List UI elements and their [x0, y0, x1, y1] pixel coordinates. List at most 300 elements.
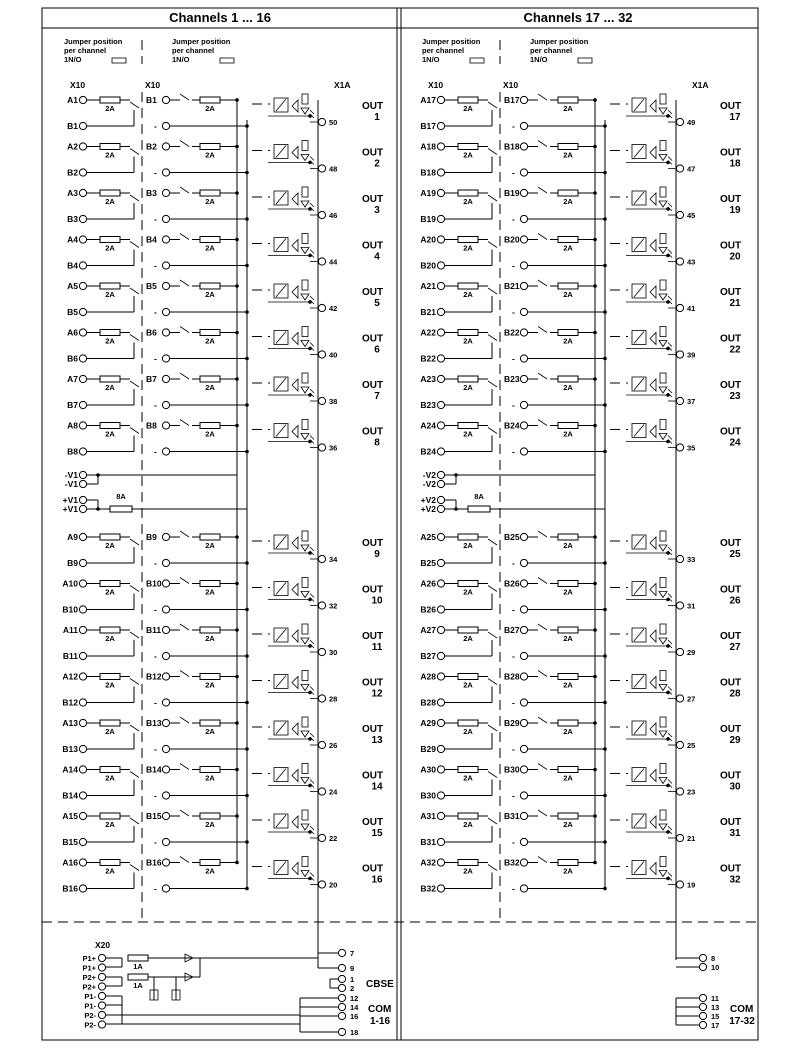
output-terminal — [318, 211, 325, 218]
terminal-a — [437, 189, 444, 196]
channel-b2-label: B24 — [504, 420, 520, 431]
triac-symbol — [292, 426, 298, 438]
triac-symbol — [650, 816, 656, 828]
switch-contact — [538, 671, 547, 677]
out-number: 27 — [729, 642, 741, 653]
channel-a-label: A25 — [420, 532, 436, 542]
channel-b-label: B4 — [67, 260, 78, 271]
coil-rect — [660, 280, 666, 290]
channel-a-label: A29 — [420, 718, 436, 728]
output-terminal — [318, 555, 325, 562]
x20-terminal — [98, 1021, 105, 1028]
bottom-terminal-right — [699, 954, 706, 961]
triac-symbol — [650, 537, 656, 549]
channel-b2-label: B5 — [146, 281, 157, 291]
triac-symbol — [650, 584, 656, 596]
fuse-label: 2A — [205, 150, 215, 160]
fuse-symbol — [200, 376, 220, 382]
terminal-a — [79, 719, 86, 726]
output-terminal — [676, 695, 683, 702]
output-pin-number: 41 — [687, 304, 696, 313]
channel-b-label: B3 — [67, 214, 78, 224]
fuse-label: 2A — [463, 634, 473, 643]
out-label: OUT — [362, 770, 384, 782]
out-number: 23 — [729, 391, 741, 402]
out-label: OUT — [362, 863, 384, 875]
bottom-pin-number: 18 — [350, 1028, 359, 1037]
fuse-label: 8A — [116, 492, 126, 501]
switch-contact — [130, 725, 139, 731]
output-pin-number: 26 — [329, 741, 338, 750]
led-symbol — [301, 294, 309, 300]
switch-contact — [488, 149, 497, 155]
channel-b2-label: B30 — [504, 764, 520, 775]
out-label: OUT — [362, 538, 384, 549]
output-pin-number: 28 — [329, 694, 338, 704]
fuse-label: 2A — [105, 820, 115, 829]
b2-dash: - — [512, 883, 515, 894]
bottom-terminal — [338, 1012, 345, 1019]
channel-b2-label: B31 — [504, 811, 520, 821]
channel-a-label: A1 — [67, 95, 78, 105]
out-label: OUT — [362, 287, 384, 298]
channel-b-label: B6 — [67, 353, 78, 364]
channel-b-label: B11 — [62, 651, 78, 661]
led-symbol — [301, 545, 309, 551]
b2-dash: - — [512, 121, 515, 131]
output-pin-number: 22 — [329, 834, 338, 843]
fuse-label: 2A — [463, 429, 473, 439]
fuse-label: 2A — [105, 541, 115, 550]
triac-symbol — [650, 286, 656, 298]
out-label: OUT — [362, 426, 384, 438]
triac-symbol — [650, 770, 656, 782]
fuse-symbol — [558, 813, 578, 819]
out-label: OUT — [720, 584, 742, 596]
terminal-b2 — [520, 375, 527, 382]
triac-symbol — [292, 537, 298, 549]
channel-b2-label: B7 — [146, 374, 157, 384]
terminal-a — [437, 282, 444, 289]
junction-dot — [666, 440, 670, 444]
jumper-icon — [470, 58, 484, 63]
switch-contact — [538, 373, 547, 379]
x20-pin-label: P1- — [84, 992, 96, 1001]
channel-b2-label: B27 — [504, 625, 520, 635]
out-number: 10 — [371, 595, 383, 607]
switch-contact — [538, 141, 547, 147]
channel-a-label: A20 — [420, 234, 436, 245]
output-pin-number: 23 — [687, 787, 696, 797]
terminal-b2 — [162, 236, 169, 243]
switch-contact — [180, 624, 189, 630]
channel-b2-label: B26 — [504, 578, 520, 589]
triac-symbol — [650, 863, 656, 875]
fuse-label: 2A — [463, 587, 473, 597]
fuse-symbol — [558, 330, 578, 336]
terminal-a — [437, 422, 444, 429]
b2-dash: - — [154, 744, 157, 754]
coil-rect — [660, 141, 666, 151]
switch-contact — [538, 94, 547, 100]
switch-contact — [180, 857, 189, 863]
junction-dot — [308, 877, 312, 881]
terminal-b2 — [162, 580, 169, 587]
led-symbol — [659, 545, 667, 551]
junction-dot — [308, 393, 312, 397]
out-label: OUT — [362, 724, 384, 735]
bottom-pin-number: 1 — [350, 975, 355, 984]
fuse-symbol — [100, 190, 120, 196]
bottom-pin-number: 14 — [350, 1003, 359, 1012]
channel-b2-label: B16 — [146, 857, 162, 868]
terminal-b2-lower — [520, 122, 527, 129]
output-pin-number: 39 — [687, 350, 696, 360]
x1a-label: X1A — [334, 80, 351, 90]
b2-dash: - — [154, 400, 157, 410]
terminal-b2-lower — [162, 606, 169, 613]
fuse-label: 1A — [133, 962, 143, 971]
b2-dash: - — [154, 558, 157, 568]
out-label: OUT — [362, 631, 384, 642]
channel-b-label: B8 — [67, 446, 78, 457]
terminal-b2 — [520, 189, 527, 196]
coil-rect — [302, 420, 308, 430]
x20-label: X20 — [95, 940, 111, 950]
fuse-label: 2A — [105, 197, 115, 206]
fuse-symbol — [458, 376, 478, 382]
fuse-symbol — [128, 955, 148, 961]
coil-rect — [660, 327, 666, 337]
channel-a-label: A31 — [420, 811, 436, 821]
out-number: 6 — [374, 344, 380, 356]
fuse-label: 2A — [463, 336, 473, 346]
channel-a-label: A27 — [420, 625, 436, 635]
switch-contact — [130, 195, 139, 201]
out-number: 32 — [729, 874, 741, 886]
switch-contact — [180, 578, 189, 584]
output-terminal — [676, 351, 683, 358]
triac-symbol — [292, 863, 298, 875]
channel-b-label: B15 — [62, 837, 78, 847]
coil-rect — [660, 94, 666, 104]
output-pin-number: 36 — [329, 443, 338, 453]
jumper-note-line1: Jumper position — [64, 37, 123, 46]
fuse-symbol — [100, 813, 120, 819]
triac-symbol — [292, 333, 298, 345]
channel-b-label: B5 — [67, 307, 78, 317]
fuse-symbol — [558, 627, 578, 633]
switch-contact — [180, 373, 189, 379]
fuse-symbol — [558, 190, 578, 196]
b2-dash: - — [154, 121, 157, 131]
junction-dot — [308, 830, 312, 834]
terminal-b2 — [162, 673, 169, 680]
fuse-label: 2A — [205, 290, 215, 299]
output-pin-number: 21 — [687, 834, 696, 843]
bottom-terminal-right — [699, 963, 706, 970]
led-symbol — [301, 248, 309, 254]
junction-dot — [666, 551, 670, 555]
terminal-a — [79, 143, 86, 150]
junction-dot — [666, 393, 670, 397]
channel-a-label: A24 — [420, 420, 436, 431]
channel-b-label: B13 — [62, 744, 78, 754]
out-number: 8 — [374, 437, 380, 449]
channel-b2-label: B1 — [146, 95, 157, 105]
terminal-b2 — [162, 626, 169, 633]
fuse-symbol — [558, 767, 578, 773]
terminal-b2-lower — [520, 401, 527, 408]
led-symbol — [659, 592, 667, 598]
out-number: 4 — [374, 251, 380, 263]
out-number: 7 — [374, 391, 380, 402]
terminal-b2-lower — [520, 448, 527, 455]
channel-b2-label: B23 — [504, 374, 520, 384]
switch-contact — [488, 725, 497, 731]
terminal-b2 — [162, 766, 169, 773]
b2-dash: - — [154, 307, 157, 317]
terminal-b2-lower — [520, 838, 527, 845]
terminal-b2 — [162, 96, 169, 103]
terminal-b2-lower — [520, 652, 527, 659]
terminal-b2 — [520, 719, 527, 726]
led-symbol — [659, 778, 667, 784]
switch-contact — [538, 531, 547, 537]
fuse-symbol — [200, 534, 220, 540]
terminal-b2-lower — [162, 262, 169, 269]
fuse-symbol — [558, 860, 578, 866]
terminal-b2-lower — [520, 792, 527, 799]
fuse-symbol — [100, 283, 120, 289]
output-terminal — [676, 648, 683, 655]
fuse-label: 2A — [105, 290, 115, 299]
output-pin-number: 48 — [329, 164, 338, 174]
channels-1-16-block — [62, 37, 383, 960]
terminal-b — [79, 838, 86, 845]
triac-symbol — [292, 240, 298, 252]
output-terminal — [676, 211, 683, 218]
junction-dot — [308, 737, 312, 741]
bottom-pin-number-right: 11 — [711, 994, 719, 1003]
fuse-symbol — [100, 376, 120, 382]
fuse-symbol — [110, 506, 132, 512]
junction-dot — [666, 598, 670, 602]
switch-contact — [488, 539, 497, 545]
channel-b2-label: B8 — [146, 420, 157, 431]
output-pin-number: 42 — [329, 304, 338, 313]
switch-contact — [130, 679, 139, 685]
terminal-b — [437, 652, 444, 659]
fuse-symbol — [458, 144, 478, 150]
out-label: OUT — [362, 677, 384, 689]
terminal-b — [437, 169, 444, 176]
fuse-label: 2A — [105, 243, 115, 253]
out-label: OUT — [720, 101, 742, 112]
triac-symbol — [292, 379, 298, 391]
output-pin-number: 34 — [329, 555, 338, 564]
supply-label: +V1 — [62, 504, 78, 514]
out-label: OUT — [720, 426, 742, 438]
out-number: 20 — [729, 251, 741, 263]
switch-contact — [180, 327, 189, 333]
out-number: 31 — [729, 828, 741, 839]
bottom-pin-number: 9 — [350, 964, 355, 973]
out-label: OUT — [720, 863, 742, 875]
fuse-label: 2A — [205, 680, 215, 690]
terminal-a — [79, 533, 86, 540]
x20-terminal — [98, 964, 105, 971]
junction-dot — [666, 737, 670, 741]
channel-a-label: A5 — [67, 281, 78, 291]
output-pin-number: 47 — [687, 164, 696, 174]
output-terminal — [676, 258, 683, 265]
junction-dot — [308, 114, 312, 118]
fuse-symbol — [458, 534, 478, 540]
terminal-b — [437, 559, 444, 566]
fuse-label: 2A — [205, 336, 215, 346]
b2-dash: - — [154, 167, 157, 178]
fuse-symbol — [558, 237, 578, 243]
fuse-label: 2A — [563, 150, 573, 160]
terminal-b2-lower — [162, 699, 169, 706]
b2-dash: - — [512, 651, 515, 661]
out-label: OUT — [720, 538, 742, 549]
led-symbol — [301, 824, 309, 830]
triac-symbol — [292, 816, 298, 828]
output-pin-number: 35 — [687, 443, 696, 453]
channel-b-label: B12 — [62, 697, 78, 708]
fuse-label: 2A — [205, 104, 215, 113]
x10-label: X10 — [70, 80, 86, 90]
fuse-symbol — [558, 423, 578, 429]
channel-a-label: A13 — [62, 718, 78, 728]
output-pin-number: 32 — [329, 601, 338, 611]
x20-pin-label: P1+ — [82, 963, 96, 973]
switch-contact — [180, 187, 189, 193]
terminal-a — [79, 812, 86, 819]
output-terminal — [676, 165, 683, 172]
switch-contact — [538, 717, 547, 723]
channel-b2-label: B20 — [504, 234, 520, 245]
bottom-pin-number-right: 8 — [711, 954, 716, 963]
x10-label: X10 — [145, 80, 161, 90]
terminal-b2-lower — [162, 122, 169, 129]
channel-b2-label: B14 — [146, 764, 162, 775]
terminal-a — [437, 143, 444, 150]
led-symbol — [659, 824, 667, 830]
output-terminal — [676, 397, 683, 404]
fuse-symbol — [200, 144, 220, 150]
junction-dot — [308, 161, 312, 165]
terminal-b2 — [520, 143, 527, 150]
output-terminal — [676, 555, 683, 562]
fuse-symbol — [200, 860, 220, 866]
cbse-label: CBSE — [366, 979, 394, 990]
switch-contact — [130, 288, 139, 294]
b2-dash: - — [512, 307, 515, 317]
terminal-a — [437, 329, 444, 336]
output-pin-number: 29 — [687, 648, 696, 657]
jumper-note-line2: per channel — [64, 46, 107, 55]
channel-b-label: B14 — [62, 790, 78, 801]
fuse-symbol — [458, 330, 478, 336]
b2-dash: - — [512, 446, 515, 457]
fuse-label: 2A — [105, 150, 115, 160]
switch-contact — [130, 149, 139, 155]
terminal-a — [79, 236, 86, 243]
output-pin-number: 43 — [687, 257, 696, 267]
b2-dash: - — [512, 697, 515, 708]
terminal-b2-lower — [162, 401, 169, 408]
switch-contact — [180, 280, 189, 286]
triac-symbol — [292, 770, 298, 782]
terminal-b2 — [162, 282, 169, 289]
fuse-symbol — [200, 767, 220, 773]
switch-contact — [180, 671, 189, 677]
switch-contact — [180, 764, 189, 770]
fuse-symbol — [558, 376, 578, 382]
b2-dash: - — [154, 214, 157, 224]
output-pin-number: 49 — [687, 118, 696, 127]
channel-b-label: B2 — [67, 167, 78, 178]
fuse-symbol — [100, 144, 120, 150]
switch-contact — [538, 234, 547, 240]
fuse-label: 2A — [563, 773, 573, 783]
fuse-label: 2A — [205, 773, 215, 783]
terminal-b2 — [520, 236, 527, 243]
triac-symbol — [292, 147, 298, 159]
terminal-b2-lower — [162, 745, 169, 752]
coil-rect — [302, 94, 308, 104]
output-terminal — [318, 118, 325, 125]
jumper-note-line3: 1N/O — [530, 55, 548, 64]
channel-a-label: A9 — [67, 532, 78, 542]
switch-contact — [130, 242, 139, 248]
supply-terminal — [79, 471, 86, 478]
junction-dot — [308, 254, 312, 258]
coil-rect — [660, 624, 666, 634]
channel-b2-label: B13 — [146, 718, 162, 728]
output-terminal — [676, 741, 683, 748]
fuse-symbol — [458, 627, 478, 633]
switch-contact — [538, 280, 547, 286]
x20-terminal — [98, 954, 105, 961]
terminal-b2 — [162, 329, 169, 336]
jumper-note-line3: 1N/O — [172, 55, 190, 64]
out-number: 13 — [371, 735, 383, 746]
bottom-pin-number: 12 — [350, 994, 359, 1003]
fuse-label: 2A — [563, 290, 573, 299]
led-symbol — [301, 387, 309, 393]
triac-symbol — [650, 333, 656, 345]
jumper-note-line3: 1N/O — [64, 55, 82, 64]
fuse-symbol — [558, 283, 578, 289]
output-terminal — [318, 165, 325, 172]
switch-contact — [538, 764, 547, 770]
led-symbol — [659, 731, 667, 737]
channel-b-label: B24 — [420, 446, 436, 457]
channel-b2-label: B29 — [504, 718, 520, 728]
fuse-label: 2A — [205, 197, 215, 206]
channel-b-label: B25 — [420, 558, 436, 568]
switch-contact — [488, 632, 497, 638]
switch-contact — [130, 818, 139, 824]
bottom-pin-number: 16 — [350, 1012, 359, 1021]
fuse-label: 2A — [463, 104, 473, 113]
fuse-label: 2A — [463, 680, 473, 690]
fuse-symbol — [458, 423, 478, 429]
